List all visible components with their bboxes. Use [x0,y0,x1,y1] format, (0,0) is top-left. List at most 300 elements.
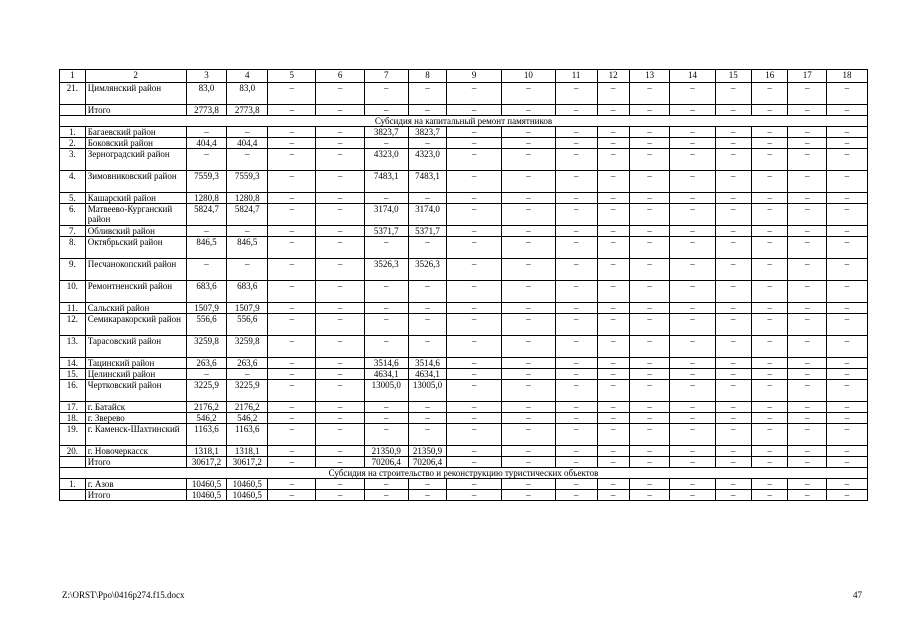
section-header-row [60,116,868,127]
value-col-9: – [447,424,502,446]
row-number: 2. [60,138,86,149]
value-col-11: – [555,457,597,468]
row-number: 20. [60,446,86,457]
value-col-8: – [408,424,447,446]
value-col-12: – [597,336,629,358]
value-col-13: – [629,424,670,446]
value-col-7: – [364,105,408,116]
value-col-14: – [670,479,715,490]
table-row [60,336,868,358]
value-col-5: – [268,424,316,446]
value-col-4: 404,4 [227,138,268,149]
value-col-16: – [752,369,788,380]
value-col-17: – [788,479,827,490]
value-col-6: – [316,237,364,259]
value-col-14: – [670,105,715,116]
value-col-18: – [827,303,868,314]
row-number: 14. [60,358,86,369]
value-col-7: – [364,314,408,336]
value-col-11: – [555,490,597,501]
value-col-11: – [555,193,597,204]
value-col-15: – [715,402,751,413]
value-col-6: – [316,149,364,171]
value-col-9: – [447,380,502,402]
value-col-4: 7559,3 [227,171,268,193]
value-col-6: – [316,336,364,358]
value-col-3: 556,6 [186,314,227,336]
value-col-16: – [752,336,788,358]
value-col-18: – [827,105,868,116]
value-col-14: – [670,358,715,369]
value-col-4: – [227,369,268,380]
row-number: 18. [60,413,86,424]
value-col-16: – [752,479,788,490]
value-col-16: – [752,358,788,369]
column-header: 16 [752,70,788,83]
value-col-15: – [715,105,751,116]
value-col-15: – [715,226,751,237]
value-col-5: – [268,303,316,314]
district-name: Тарасовский район [85,336,186,358]
value-col-5: – [268,83,316,105]
value-col-3: 404,4 [186,138,227,149]
value-col-15: – [715,303,751,314]
column-header-row [60,70,868,83]
district-name: Октябрьский район [85,237,186,259]
column-header: 4 [227,70,268,83]
value-col-7: – [364,237,408,259]
value-col-17: – [788,369,827,380]
value-col-7: – [364,193,408,204]
value-col-11: – [555,226,597,237]
column-header: 14 [670,70,715,83]
value-col-8: – [408,490,447,501]
value-col-15: – [715,193,751,204]
district-name: Зимовниковский район [85,171,186,193]
value-col-13: – [629,149,670,171]
value-col-16: – [752,226,788,237]
value-col-14: – [670,138,715,149]
value-col-3: 3259,8 [186,336,227,358]
value-col-11: – [555,281,597,303]
value-col-10: – [502,413,556,424]
table-row [60,204,868,226]
value-col-13: – [629,380,670,402]
column-header: 5 [268,70,316,83]
value-col-11: – [555,237,597,259]
value-col-10: – [502,479,556,490]
value-col-9: – [447,369,502,380]
value-col-5: – [268,380,316,402]
value-col-14: – [670,424,715,446]
value-col-9: – [447,237,502,259]
value-col-6: – [316,402,364,413]
value-col-14: – [670,314,715,336]
value-col-5: – [268,193,316,204]
value-col-16: – [752,457,788,468]
column-header: 17 [788,70,827,83]
value-col-6: – [316,457,364,468]
value-col-18: – [827,281,868,303]
value-col-11: – [555,127,597,138]
value-col-9: – [447,83,502,105]
value-col-7: 13005,0 [364,380,408,402]
value-col-11: – [555,314,597,336]
table-row [60,303,868,314]
value-col-17: – [788,314,827,336]
value-col-6: – [316,413,364,424]
value-col-13: – [629,105,670,116]
value-col-3: 5824,7 [186,204,227,226]
column-header: 11 [555,70,597,83]
value-col-18: – [827,127,868,138]
value-col-8: 3823,7 [408,127,447,138]
value-col-12: – [597,127,629,138]
value-col-13: – [629,358,670,369]
value-col-15: – [715,281,751,303]
row-number: 21. [60,83,86,105]
table-row [60,369,868,380]
value-col-17: – [788,149,827,171]
value-col-3: 2176,2 [186,402,227,413]
value-col-8: – [408,138,447,149]
value-col-12: – [597,281,629,303]
value-col-17: – [788,83,827,105]
district-name: Семикаракорский район [85,314,186,336]
value-col-4: 30617,2 [227,457,268,468]
value-col-9: – [447,457,502,468]
district-name: Итого [85,490,186,501]
row-number [60,490,86,501]
value-col-15: – [715,424,751,446]
value-col-9: – [447,149,502,171]
value-col-9: – [447,446,502,457]
value-col-16: – [752,259,788,281]
value-col-10: – [502,490,556,501]
column-header: 12 [597,70,629,83]
value-col-16: – [752,380,788,402]
value-col-9: – [447,138,502,149]
value-col-13: – [629,138,670,149]
value-col-9: – [447,336,502,358]
row-number: 1. [60,479,86,490]
value-col-18: – [827,402,868,413]
table-row [60,237,868,259]
value-col-10: – [502,237,556,259]
value-col-7: 3174,0 [364,204,408,226]
value-col-13: – [629,402,670,413]
value-col-8: 4323,0 [408,149,447,171]
value-col-18: – [827,358,868,369]
value-col-5: – [268,490,316,501]
district-name: Итого [85,457,186,468]
value-col-16: – [752,171,788,193]
value-col-6: – [316,446,364,457]
value-col-13: – [629,369,670,380]
value-col-12: – [597,237,629,259]
row-number [60,457,86,468]
value-col-4: 2773,8 [227,105,268,116]
value-col-16: – [752,413,788,424]
value-col-17: – [788,336,827,358]
district-name: Сальский район [85,303,186,314]
district-name: Тацинский район [85,358,186,369]
value-col-11: – [555,105,597,116]
value-col-3: 683,6 [186,281,227,303]
row-number: 6. [60,204,86,226]
value-col-7: 4323,0 [364,149,408,171]
value-col-4: – [227,259,268,281]
row-number: 5. [60,193,86,204]
value-col-10: – [502,424,556,446]
value-col-3: 83,0 [186,83,227,105]
value-col-18: – [827,457,868,468]
value-col-8: – [408,281,447,303]
value-col-5: – [268,226,316,237]
table-row [60,314,868,336]
district-name: г. Азов [85,479,186,490]
value-col-7: – [364,303,408,314]
value-col-11: – [555,446,597,457]
value-col-10: – [502,380,556,402]
value-col-4: 2176,2 [227,402,268,413]
value-col-3: – [186,149,227,171]
value-col-7: – [364,281,408,303]
row-number: 9. [60,259,86,281]
value-col-12: – [597,446,629,457]
value-col-12: – [597,226,629,237]
value-col-14: – [670,149,715,171]
district-name: Цимлянский район [85,83,186,105]
table-row [60,259,868,281]
column-header: 9 [447,70,502,83]
column-header: 1 [60,70,86,83]
section-header-row [60,468,868,479]
value-col-14: – [670,237,715,259]
value-col-5: – [268,413,316,424]
value-col-13: – [629,281,670,303]
value-col-8: – [408,105,447,116]
value-col-17: – [788,171,827,193]
value-col-5: – [268,138,316,149]
value-col-18: – [827,149,868,171]
value-col-15: – [715,479,751,490]
value-col-16: – [752,314,788,336]
district-name: г. Зверево [85,413,186,424]
value-col-6: – [316,303,364,314]
value-col-17: – [788,105,827,116]
table-row [60,402,868,413]
value-col-11: – [555,171,597,193]
value-col-18: – [827,424,868,446]
row-number: 1. [60,127,86,138]
page-number: 47 [853,590,862,600]
value-col-14: – [670,171,715,193]
table-row [60,490,868,501]
value-col-9: – [447,193,502,204]
value-col-13: – [629,314,670,336]
value-col-7: 70206,4 [364,457,408,468]
budget-table [59,69,868,501]
value-col-7: – [364,83,408,105]
value-col-12: – [597,413,629,424]
value-col-5: – [268,446,316,457]
value-col-8: 3514,6 [408,358,447,369]
value-col-16: – [752,204,788,226]
section-title: Субсидия на капитальный ремонт памятников [60,116,868,127]
value-col-10: – [502,226,556,237]
table-row [60,171,868,193]
table-row [60,446,868,457]
value-col-15: – [715,413,751,424]
value-col-15: – [715,204,751,226]
value-col-13: – [629,413,670,424]
table-row [60,105,868,116]
table-row [60,281,868,303]
value-col-9: – [447,127,502,138]
row-number: 11. [60,303,86,314]
value-col-5: – [268,402,316,413]
value-col-15: – [715,259,751,281]
value-col-7: – [364,413,408,424]
value-col-12: – [597,83,629,105]
value-col-3: 1507,9 [186,303,227,314]
table-row [60,127,868,138]
value-col-4: 1163,6 [227,424,268,446]
value-col-6: – [316,105,364,116]
value-col-6: – [316,479,364,490]
value-col-3: 263,6 [186,358,227,369]
value-col-16: – [752,490,788,501]
value-col-11: – [555,358,597,369]
row-number: 3. [60,149,86,171]
value-col-10: – [502,457,556,468]
value-col-12: – [597,402,629,413]
value-col-10: – [502,303,556,314]
row-number: 12. [60,314,86,336]
value-col-8: – [408,479,447,490]
value-col-10: – [502,193,556,204]
value-col-7: 21350,9 [364,446,408,457]
value-col-4: 3225,9 [227,380,268,402]
value-col-9: – [447,402,502,413]
value-col-15: – [715,138,751,149]
value-col-7: 5371,7 [364,226,408,237]
table-row [60,479,868,490]
value-col-10: – [502,336,556,358]
value-col-15: – [715,336,751,358]
value-col-11: – [555,413,597,424]
value-col-4: 546,2 [227,413,268,424]
value-col-8: – [408,314,447,336]
value-col-11: – [555,303,597,314]
value-col-4: 1507,9 [227,303,268,314]
value-col-4: 10460,5 [227,490,268,501]
value-col-8: – [408,193,447,204]
value-col-16: – [752,281,788,303]
value-col-18: – [827,314,868,336]
value-col-5: – [268,369,316,380]
value-col-17: – [788,358,827,369]
value-col-17: – [788,138,827,149]
value-col-17: – [788,413,827,424]
value-col-13: – [629,83,670,105]
value-col-4: 5824,7 [227,204,268,226]
value-col-6: – [316,314,364,336]
value-col-3: 2773,8 [186,105,227,116]
value-col-16: – [752,138,788,149]
column-header: 6 [316,70,364,83]
value-col-15: – [715,457,751,468]
value-col-14: – [670,413,715,424]
column-header: 7 [364,70,408,83]
value-col-4: – [227,226,268,237]
value-col-4: 3259,8 [227,336,268,358]
value-col-12: – [597,358,629,369]
district-name: г. Новочеркасск [85,446,186,457]
value-col-6: – [316,83,364,105]
value-col-18: – [827,446,868,457]
table-row [60,380,868,402]
value-col-17: – [788,424,827,446]
value-col-3: – [186,226,227,237]
column-header: 3 [186,70,227,83]
value-col-10: – [502,281,556,303]
value-col-11: – [555,83,597,105]
value-col-9: – [447,314,502,336]
value-col-17: – [788,281,827,303]
value-col-12: – [597,490,629,501]
table-row [60,424,868,446]
value-col-17: – [788,303,827,314]
value-col-17: – [788,193,827,204]
value-col-6: – [316,204,364,226]
table-row [60,138,868,149]
value-col-5: – [268,127,316,138]
value-col-3: 1163,6 [186,424,227,446]
value-col-13: – [629,127,670,138]
value-col-16: – [752,402,788,413]
value-col-17: – [788,490,827,501]
value-col-6: – [316,193,364,204]
value-col-7: 4634,1 [364,369,408,380]
value-col-6: – [316,171,364,193]
row-number: 17. [60,402,86,413]
district-name: Целинский район [85,369,186,380]
value-col-8: 5371,7 [408,226,447,237]
table-row [60,83,868,105]
value-col-11: – [555,259,597,281]
value-col-9: – [447,281,502,303]
value-col-17: – [788,204,827,226]
value-col-12: – [597,259,629,281]
value-col-10: – [502,171,556,193]
value-col-4: 83,0 [227,83,268,105]
value-col-18: – [827,413,868,424]
value-col-11: – [555,336,597,358]
value-col-5: – [268,358,316,369]
value-col-9: – [447,303,502,314]
value-col-3: – [186,369,227,380]
value-col-15: – [715,314,751,336]
value-col-9: – [447,259,502,281]
value-col-8: – [408,237,447,259]
value-col-11: – [555,424,597,446]
value-col-3: – [186,127,227,138]
value-col-18: – [827,336,868,358]
row-number: 8. [60,237,86,259]
value-col-12: – [597,424,629,446]
